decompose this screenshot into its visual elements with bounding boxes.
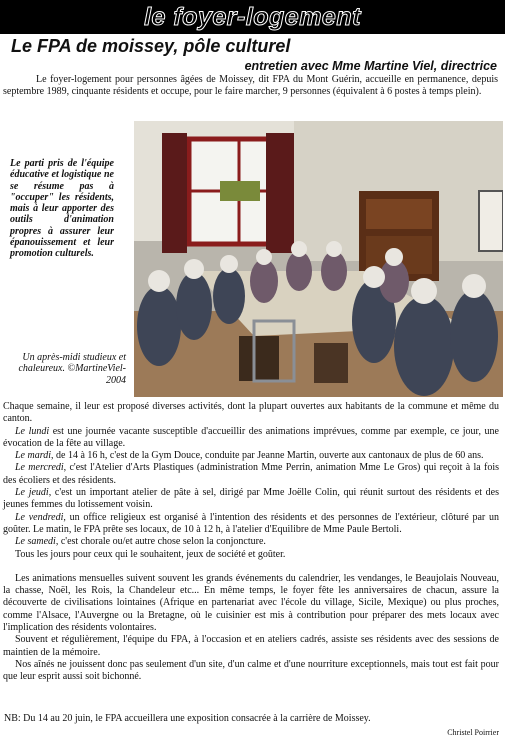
body-paragraph: Les animations mensuelles suivent souvent les grands événements du calendrier, les vendanges, le Beaujolais Nouveau, la chasse, Noël, les Rois, la Chandeleur etc... En même temps, le foyer fête les anniversaires de chacun, assure la découverte de civilisations lointaines (Afrique en partenariat avec l'école du village, Sicile, Mexique) ou plus proches, comme l'Alsace, l'Auvergne ou la Bretagne, où le cuisinier est mis à contribution pour préparer des mets locaux avec l'implication des résidents volontaires. [3,572,499,634]
body-paragraph: Le samedi, c'est chorale ou/et autre chose selon la conjoncture. [15,536,266,548]
body-paragraph: Le jeudi, c'est un important atelier de pâte à sel, dirigé par Mme Joëlle Colin, qui réunit surtout des résidents et des jeunes femmes du lotissement voisin. [3,487,499,511]
sidebar-quote: Le parti pris de l'équipe éducative et logistique ne se résume pas à "occuper" les résidents, mais à leur apporter des outils d'animation propres à assurer leur épanouissement et leur promotion culturels. [10,158,114,260]
body-paragraph: Le mardi, de 14 à 16 h, c'est de la Gym Douce, conduite par Jeanne Martin, ouverte aux cantonaux de plus de 60 ans. [15,450,484,462]
body-paragraph: Le vendredi, un office religieux est organisé à l'intention des résidents et des personnes de l'extérieur, clôturé par un goûter. Le matin, le FPA prête ses locaux, de 10 à 12 h, à l'atelier d'Equilibre de Mme Paule Bertoli. [3,511,499,535]
body-paragraph: Nos aînés ne jouissent donc pas seulement d'un site, d'un calme et d'une nourriture exceptionnels, mais tout est fait pour que leur esprit aussi soit bichonné. [3,658,499,683]
body-paragraph: Le mercredi, c'est l'Atelier d'Arts Plastiques (administration Mme Perrin, animation Mme Le Gros) qui reçoit à la fois des écoliers et des résidents. [3,462,499,486]
section-banner [0,0,505,34]
body-paragraph: Le lundi est une journée vacante susceptible d'accueillir des animations imprévues, comme par exemple, ce jour, une évocation de la fête au village. [3,425,499,449]
nb-note: NB: Du 14 au 20 juin, le FPA accueillera une exposition consacrée à la carrière de Moissey. [4,713,371,724]
article-subtitle: entretien avec Mme Martine Viel, directrice [244,59,497,73]
article-title: Le FPA de moissey, pôle culturel [11,36,291,56]
paragraph-gap [3,561,499,573]
group-photo [134,121,503,397]
intro-paragraph: Le foyer-logement pour personnes âgées de Moissey, dit FPA du Mont Guérin, accueille en permanence, depuis septembre 1989, cinquante résidents et occupe, pour le faire marcher, 9 personnes (équivalent à 6 postes à temps plein). [3,74,498,98]
banner-title: le foyer-logement [144,2,361,31]
body-paragraph: Tous les jours pour ceux qui le souhaitent, jeux de société et goûter. [15,548,286,560]
author-signature: Christel Poirrier [447,728,499,737]
article-body [3,401,499,684]
body-paragraph: Chaque semaine, il leur est proposé diverses activités, dont la plupart ouvertes aux habitants de la commune et même du canton. [3,401,499,425]
photo-caption: Un après-midi studieux et chaleureux. ©MartineViel-2004 [18,352,126,386]
body-paragraph: Souvent et régulièrement, l'équipe du FPA, à l'occasion et en ateliers cadrés, assiste ses résidents avec des sessions de maintien de la mémoire. [3,634,499,658]
